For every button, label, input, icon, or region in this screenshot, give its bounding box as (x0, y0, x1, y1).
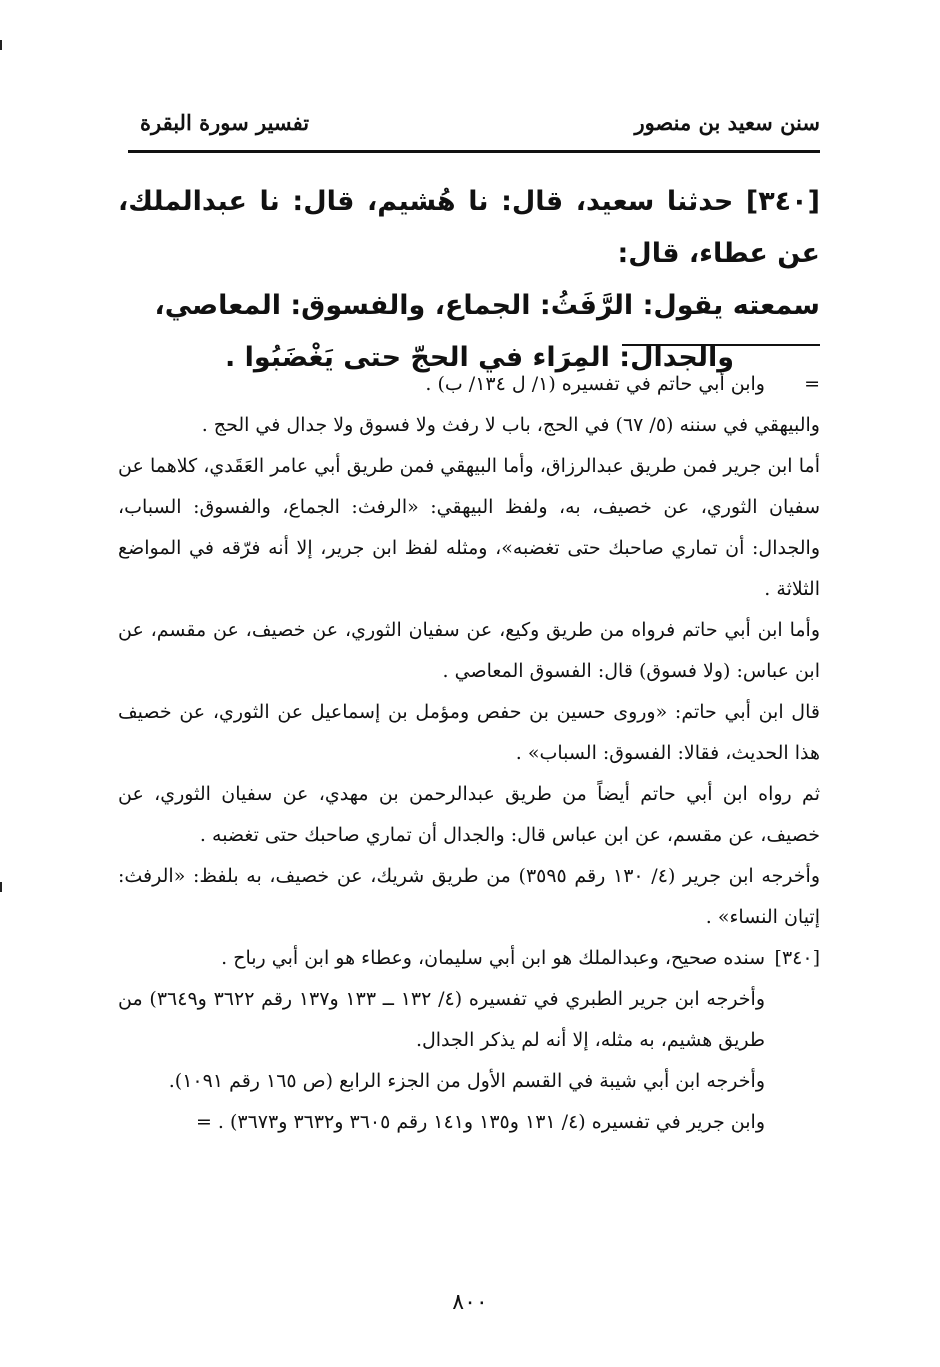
footnote-paragraph: أما ابن جرير فمن طريق عبدالرزاق، وأما البيهقي فمن طريق أبي عامر العَقَدي، كلاهما عن سفيان الثوري، عن خصيف، به، ولفظ البيهقي: «الرفث: الجماع، والفسوق: السباب، والجدال: أن تماري صاحبك حتى تغضبه»، ومثله لفظ ابن جرير، إلا أنه فرّقه في المواضع الثلاثة . (118, 455, 820, 600)
footnote-paragraph: = وابن أبي حاتم في تفسيره (١/ ل ١٣٤/ ب) . (118, 364, 820, 405)
hadith-line: سمعته يقول: الرَّفَثُ: الجماع، والفسوق: المعاصي، (154, 290, 820, 321)
continuation-marker: = (804, 373, 820, 395)
section-title: تفسير سورة البقرة (140, 110, 310, 135)
footnotes (118, 364, 820, 1143)
footnote-note: [٣٤٠] سنده صحيح، وعبدالملك هو ابن أبي سليمان، وعطاء هو ابن أبي رباح . (118, 938, 820, 979)
footnote-paragraph: وأما ابن أبي حاتم فرواه من طريق وكيع، عن سفيان الثوري، عن خصيف، عن مقسم، عن ابن عباس: (ولا فسوق) قال: الفسوق المعاصي . (118, 619, 820, 682)
footnote-paragraph: قال ابن أبي حاتم: «وروى حسين بن حفص ومؤمل بن إسماعيل عن الثوري، عن خصيف هذا الحديث، فقالا: الفسوق: السباب» . (118, 701, 820, 764)
footnote-paragraph: ثم رواه ابن أبي حاتم أيضاً من طريق عبدالرحمن بن مهدي، عن سفيان الثوري، عن خصيف، عن مقسم، عن ابن عباس قال: والجدال أن تماري صاحبك حتى تغضبه . (118, 783, 820, 846)
hadith-line: [٣٤٠] حدثنا سعيد، قال: نا هُشيم، قال: نا عبدالملك، عن عطاء، قال: (118, 186, 820, 269)
running-header (130, 110, 820, 140)
footnote-paragraph: وأخرجه ابن جرير الطبري في تفسيره (٤/ ١٣٢ ــ ١٣٣ و١٣٧ رقم ٣٦٢٢ و٣٦٤٩) من طريق هشيم، به مثله، إلا أنه لم يذكر الجدال. (118, 988, 765, 1051)
scan-edge-mark (0, 40, 2, 50)
page-number: ٨٠٠ (452, 1290, 488, 1315)
header-rule (128, 150, 820, 153)
footnote-paragraph: والبيهقي في سننه (٥/ ٦٧) في الحج، باب لا رفث ولا فسوق ولا جدال في الحج . (201, 414, 820, 436)
hadith-text (118, 176, 820, 384)
book-title: سنن سعيد بن منصور (634, 110, 820, 135)
footnote-paragraph: وابن جرير في تفسيره (٤/ ١٣١ و١٣٥ و١٤١ رقم ٣٦٠٥ و٣٦٣٢ و٣٦٧٣) . = (195, 1111, 765, 1133)
footnote-paragraph: وأخرجه ابن جرير (٤/ ١٣٠ رقم ٣٥٩٥) من طريق شريك، عن خصيف، به بلفظ: «الرفث: إتيان النساء» . (118, 865, 820, 928)
footnote-paragraph: وأخرجه ابن أبي شيبة في القسم الأول من الجزء الرابع (ص ١٦٥ رقم ١٠٩١). (168, 1070, 765, 1092)
footnote-number: [٣٤٠] (774, 947, 820, 969)
footnote-separator (622, 344, 820, 346)
scan-edge-mark (0, 882, 2, 892)
hadith-line: والجدال: المِرَاء في الحجّ حتى يَغْضَبُوا . (224, 342, 734, 373)
